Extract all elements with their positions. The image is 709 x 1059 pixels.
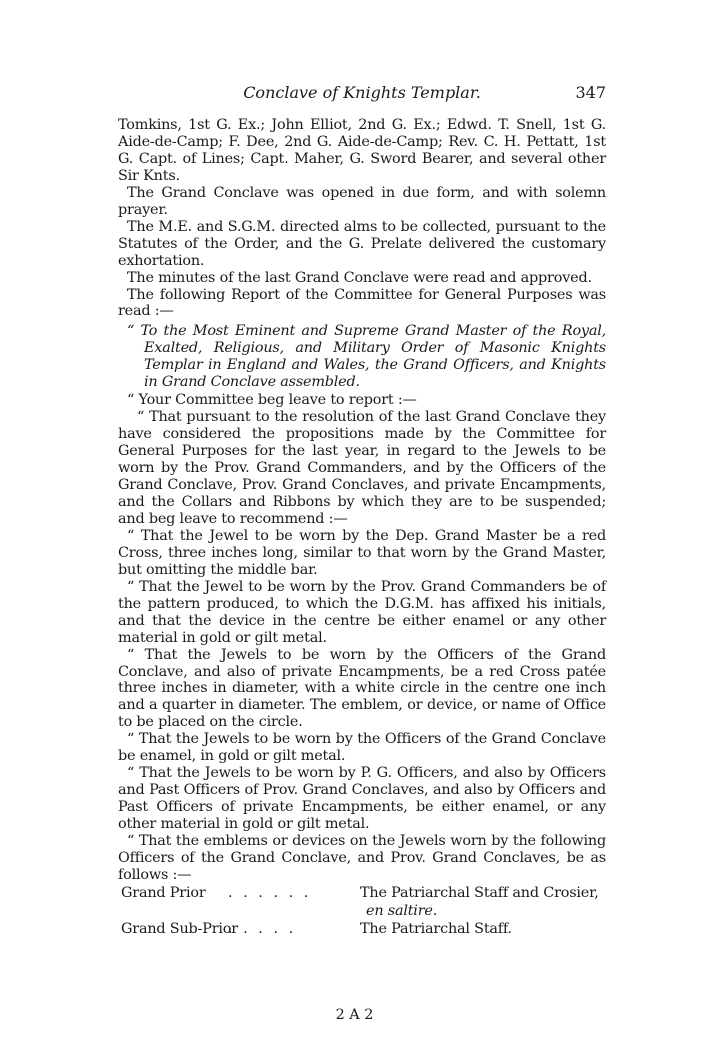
paragraph: “ That the Jewels to be worn by the Officers of the Grand Conclave, and also of private Encampments, be a red Cross patée three inches in diameter, with a white circle in the centre one inch and a quarter in diameter. The emblem, or device, or name of Office to be placed on the circle. xyxy=(118,646,606,731)
paragraph: “ That the Jewels to be worn by P. G. Officers, and also by Officers and Past Officers of Prov. Grand Conclaves, and also by Officers and Past Officers of private Encampments, be either enamel, or any other material in gold or gilt metal. xyxy=(118,765,606,833)
leader-dots: . . . . . . xyxy=(228,884,312,901)
paragraph: The Grand Conclave was opened in due form, and with solemn prayer. xyxy=(118,184,606,218)
paragraph: The minutes of the last Grand Conclave were read and approved. xyxy=(127,269,592,286)
running-title: Conclave of Knights Templar. xyxy=(243,83,481,102)
paragraph: “ That the emblems or devices on the Jewels worn by the following Officers of the Grand Conclave, and Prov. Grand Conclaves, be as follows :— xyxy=(118,833,606,883)
emblem-description-continued: en saltire. xyxy=(366,902,438,919)
emblem-row-grand-prior xyxy=(118,885,606,902)
paragraph: “ That pursuant to the resolution of the last Grand Conclave they have considered the propositions made by the Committee for General Purposes for the last year, in regard to the Jewels to be worn by the Prov. Grand Commanders, and by the Officers of the Grand Conclave, Prov. Grand Conclaves, and private Encampments, and the Collars and Ribbons by which they are to be suspended; and beg leave to recommend :— xyxy=(118,409,606,527)
paragraph: The M.E. and S.G.M. directed alms to be collected, pursuant to the Statutes of the Order, and the G. Prelate delivered the customary exhortation. xyxy=(118,218,606,269)
paragraph: The following Report of the Committee for General Purposes was read :— xyxy=(118,286,606,320)
office-name: Grand Prior xyxy=(121,884,206,901)
emblem-row-grand-sub-prior xyxy=(118,921,606,938)
paragraph: Tomkins, 1st G. Ex.; John Elliot, 2nd G. Ex.; Edwd. T. Snell, 1st G. Aide-de-Camp; F. Dee, 2nd G. Aide-de-Camp; Rev. C. H. Pettatt, 1st G. Capt. of Lines; Capt. Maher, G. Sword Bearer, and several other Sir Knts. xyxy=(118,117,606,184)
emblem-description: The Patriarchal Staff. xyxy=(360,920,512,937)
paragraph: “ That the Jewel to be worn by the Dep. Grand Master be a red Cross, three inches long, similar to that worn by the Grand Master, but omitting the middle bar. xyxy=(118,527,606,578)
paragraph: “ That the Jewel to be worn by the Prov. Grand Commanders be of the pattern produced, to which the D.G.M. has affixed his initials, and that the device in the centre be either enamel or any other material in gold or gilt metal. xyxy=(118,578,606,646)
emblem-description: The Patriarchal Staff and Crosier, xyxy=(360,884,599,901)
body-text xyxy=(118,117,606,938)
leader-dots: . . . . . xyxy=(228,920,297,937)
address-heading: “ To the Most Eminent and Supreme Grand Master of the Royal, Exalted, Religious, and Military Order of Masonic Knights Templar in England and Wales, the Grand Officers, and Knights in Grand Conclave assembled. xyxy=(127,323,606,391)
office-name: Grand Sub-Prior xyxy=(121,920,238,937)
paragraph: “ Your Committee beg leave to report :— xyxy=(127,392,417,409)
signature-mark: 2 A 2 xyxy=(335,1007,374,1023)
emblem-row-grand-prior-cont xyxy=(118,903,606,920)
paragraph: “ That the Jewels to be worn by the Officers of the Grand Conclave be enamel, in gold or gilt metal. xyxy=(118,731,606,765)
page-number: 347 xyxy=(575,83,606,102)
page-header xyxy=(118,80,606,106)
